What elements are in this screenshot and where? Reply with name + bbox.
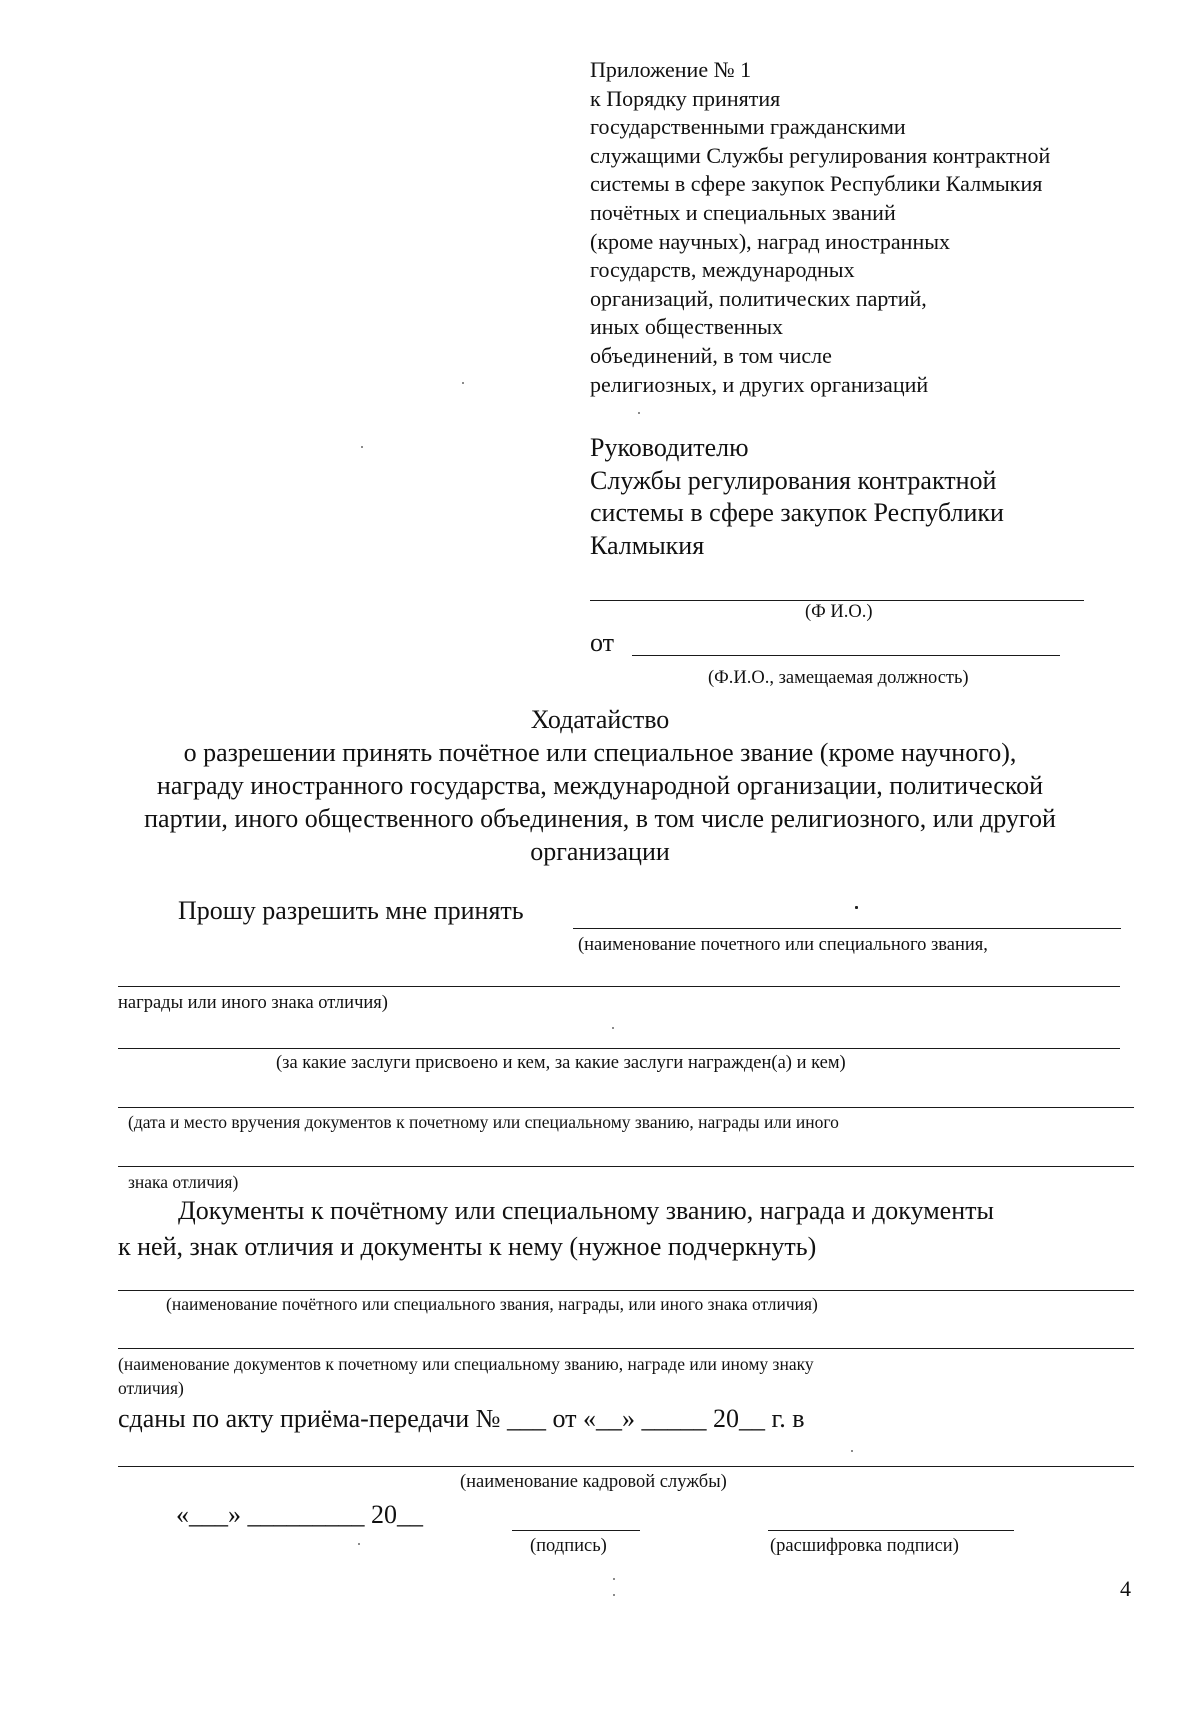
scan-speck [462,382,464,384]
caption-title-1: (наименование почетного или специального звания, [578,935,988,955]
addressee-block [590,432,1004,562]
decoding-blank-line [768,1530,1014,1531]
petition-title-line: Ходатайство [530,705,670,734]
scan-speck [358,1543,360,1545]
signature-date: «___» _________ 20__ [176,1500,423,1529]
caption-decoding: (расшифровка подписи) [770,1536,959,1556]
addressee-line: системы в сфере закупок Республики [590,498,1004,527]
fio-blank-line [590,600,1084,601]
appendix-line: (кроме научных), наград иностранных [590,228,951,254]
date-place-continuation-line [118,1166,1134,1167]
appendix-header [590,56,1050,399]
signature-blank-line [512,1530,640,1531]
date-place-blank-line [118,1107,1134,1108]
addressee-line: Службы регулирования контрактной [590,465,997,495]
fio-caption: (Ф И.О.) [805,602,873,622]
merits-blank-line [118,1048,1120,1049]
from-caption: (Ф.И.О., замещаемая должность) [708,668,969,688]
petition-title [0,703,1200,868]
scan-speck [612,1027,614,1029]
appendix-line: организаций, политических партий, [590,285,927,311]
appendix-line: религиозных, и других организаций [590,371,929,397]
scan-speck [613,1594,615,1596]
hr-service-blank-line [118,1466,1134,1467]
caption-merits: (за какие заслуги присвоено и кем, за какие заслуги награжден(а) и кем) [276,1053,846,1073]
documents-text-1: Документы к почётному или специальному званию, награда и документы [178,1196,994,1225]
scan-speck [361,446,363,448]
handed-over-text: сданы по акту приёма-передачи № ___ от «__» _____ 20__ г. в [118,1404,805,1433]
caption-signature: (подпись) [530,1536,607,1556]
caption-award-name: (наименование почётного или специального звания, награды, или иного знака отличия) [166,1294,818,1314]
appendix-line: объединений, в том числе [590,342,832,368]
documents-text-2: к ней, знак отличия и документы к нему (нужное подчеркнуть) [118,1232,817,1261]
petition-title-line: партии, иного общественного объединения, в том числе религиозного, или другой [144,804,1056,833]
caption-date-place-2: знака отличия) [128,1172,239,1192]
scan-speck [613,1578,615,1580]
caption-date-place-1: (дата и место вручения документов к почетному или специальному званию, награды или иного [128,1112,839,1132]
caption-title-2: награды или иного знака отличия) [118,993,388,1013]
title-continuation-line [118,986,1120,987]
appendix-line: почётных и специальных званий [590,199,896,225]
addressee-line: Руководителю [590,433,749,462]
from-label: от [590,628,615,657]
scan-speck [851,1450,853,1452]
from-blank-line [632,655,1060,656]
page-number: 4 [1120,1576,1131,1601]
request-text: Прошу разрешить мне принять [178,896,524,925]
petition-title-line: награду иностранного государства, международной организации, политической [156,771,1044,800]
appendix-line: к Порядку принятия [590,85,781,111]
scan-speck [855,906,858,909]
addressee-line: Калмыкия [590,530,705,560]
caption-hr-service: (наименование кадровой службы) [460,1472,727,1492]
docs-name-blank-line [118,1348,1134,1349]
request-blank-line [573,928,1121,929]
petition-title-line: организации [530,837,670,866]
appendix-line: иных общественных [590,314,784,340]
appendix-line: государственными гражданскими [590,114,906,140]
caption-docs-2: отличия) [118,1378,184,1398]
appendix-line: служащими Службы регулирования контрактной [590,142,1051,168]
petition-title-line: о разрешении принять почётное или специальное звание (кроме научного), [183,738,1017,767]
award-name-blank-line [118,1290,1134,1291]
appendix-line: Приложение № 1 [590,57,752,82]
appendix-line: государств, международных [590,257,855,283]
appendix-line: системы в сфере закупок Республики Калмыкия [590,171,1043,197]
caption-docs-1: (наименование документов к почетному или специальному званию, награде или иному знаку [118,1354,814,1374]
scan-speck [638,412,640,414]
